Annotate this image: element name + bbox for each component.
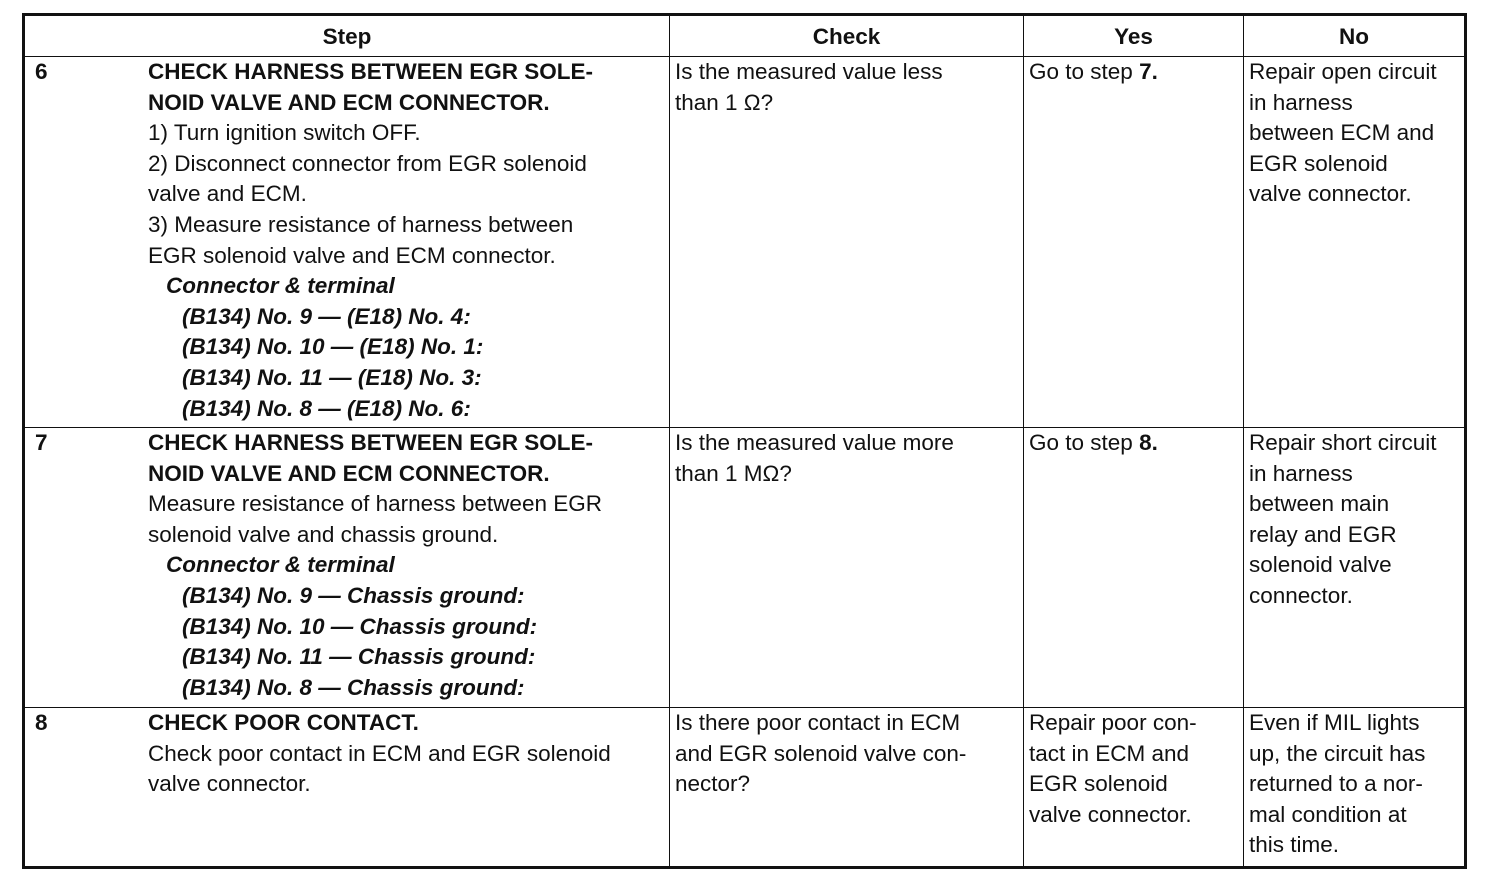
yes-cell	[1024, 57, 1244, 428]
step-instruction: Check poor contact in ECM and EGR solenoid	[148, 740, 611, 766]
table-row-step-7	[24, 428, 1466, 708]
step-number: 8	[35, 710, 48, 735]
step-title-line: NOID VALVE AND ECM CONNECTOR.	[148, 460, 550, 486]
no-text: this time.	[1249, 832, 1340, 858]
step-title-line: CHECK POOR CONTACT.	[148, 710, 419, 735]
check-cell	[670, 428, 1024, 708]
no-text: up, the circuit has	[1249, 740, 1426, 766]
yes-cell	[1024, 428, 1244, 708]
yes-text: tact in ECM and	[1029, 740, 1190, 766]
yes-step-ref: 7.	[1139, 59, 1158, 84]
no-text: Repair short circuit	[1249, 430, 1437, 455]
terminal-pair: (B134) No. 11 — (E18) No. 3:	[182, 364, 482, 390]
no-text: mal condition at	[1249, 801, 1407, 827]
check-text: than 1 MΩ?	[675, 460, 792, 486]
step-body	[148, 428, 664, 703]
yes-cell	[1024, 708, 1244, 868]
header-yes: Yes	[1024, 15, 1244, 57]
check-text: and EGR solenoid valve con-	[675, 740, 967, 766]
check-text: than 1 Ω?	[675, 89, 774, 115]
check-text: Is there poor contact in ECM	[675, 710, 961, 735]
step-title-line: CHECK HARNESS BETWEEN EGR SOLE-	[148, 430, 594, 455]
diagnostic-table	[22, 13, 1467, 869]
yes-text: EGR solenoid	[1029, 771, 1168, 797]
no-text: between main	[1249, 491, 1390, 517]
step-cell	[24, 708, 670, 868]
connector-terminal-label: Connector & terminal	[166, 273, 395, 299]
terminal-pair: (B134) No. 8 — (E18) No. 6:	[182, 395, 471, 421]
check-text: nector?	[675, 771, 751, 797]
no-text: Even if MIL lights	[1249, 710, 1420, 735]
step-number: 6	[35, 59, 48, 84]
step-instruction: valve and ECM.	[148, 181, 307, 207]
header-step: Step	[24, 15, 670, 57]
step-instruction: solenoid valve and chassis ground.	[148, 521, 499, 547]
header-no: No	[1244, 15, 1466, 57]
no-text: connector.	[1249, 582, 1353, 608]
no-text: between ECM and	[1249, 120, 1435, 146]
table-row-step-6	[24, 57, 1466, 428]
step-cell	[24, 57, 670, 428]
terminal-pair: (B134) No. 9 — (E18) No. 4:	[182, 303, 471, 329]
yes-text: Repair poor con-	[1029, 710, 1197, 735]
no-cell	[1244, 708, 1466, 868]
connector-terminal-label: Connector & terminal	[166, 552, 395, 578]
no-cell	[1244, 428, 1466, 708]
no-text: returned to a nor-	[1249, 771, 1423, 797]
step-instruction: valve connector.	[148, 771, 311, 797]
no-text: solenoid valve	[1249, 552, 1392, 578]
check-text: Is the measured value less	[675, 59, 943, 84]
step-instruction: EGR solenoid valve and ECM connector.	[148, 242, 556, 268]
yes-step-ref: 8.	[1139, 430, 1158, 455]
check-text: Is the measured value more	[675, 430, 954, 455]
step-instruction: 2) Disconnect connector from EGR solenoid	[148, 150, 587, 176]
terminal-pair: (B134) No. 8 — Chassis ground:	[182, 674, 525, 700]
terminal-pair: (B134) No. 10 — (E18) No. 1:	[182, 334, 484, 360]
step-instruction: 1) Turn ignition switch OFF.	[148, 120, 421, 146]
step-instruction: Measure resistance of harness between EGR	[148, 491, 602, 517]
no-cell	[1244, 57, 1466, 428]
yes-text	[1029, 428, 1238, 459]
step-title-line: CHECK HARNESS BETWEEN EGR SOLE-	[148, 59, 594, 84]
terminal-pair: (B134) No. 9 — Chassis ground:	[182, 582, 525, 608]
step-number: 7	[35, 430, 48, 455]
header-check: Check	[670, 15, 1024, 57]
step-cell	[24, 428, 670, 708]
no-text: relay and EGR	[1249, 521, 1397, 547]
no-text: in harness	[1249, 89, 1353, 115]
check-cell	[670, 708, 1024, 868]
no-text: valve connector.	[1249, 181, 1412, 207]
check-cell	[670, 57, 1024, 428]
no-text: Repair open circuit	[1249, 59, 1437, 84]
step-instruction: 3) Measure resistance of harness between	[148, 211, 574, 237]
yes-text	[1029, 57, 1238, 88]
terminal-pair: (B134) No. 11 — Chassis ground:	[182, 644, 536, 670]
step-body	[148, 708, 664, 800]
terminal-pair: (B134) No. 10 — Chassis ground:	[182, 613, 538, 639]
step-title-line: NOID VALVE AND ECM CONNECTOR.	[148, 89, 550, 115]
table-row-step-8	[24, 708, 1466, 868]
yes-prefix: Go to step	[1029, 430, 1140, 455]
yes-prefix: Go to step	[1029, 59, 1140, 84]
yes-text: valve connector.	[1029, 801, 1192, 827]
step-body	[148, 57, 664, 424]
no-text: in harness	[1249, 460, 1353, 486]
header-row	[24, 15, 1466, 57]
no-text: EGR solenoid	[1249, 150, 1388, 176]
